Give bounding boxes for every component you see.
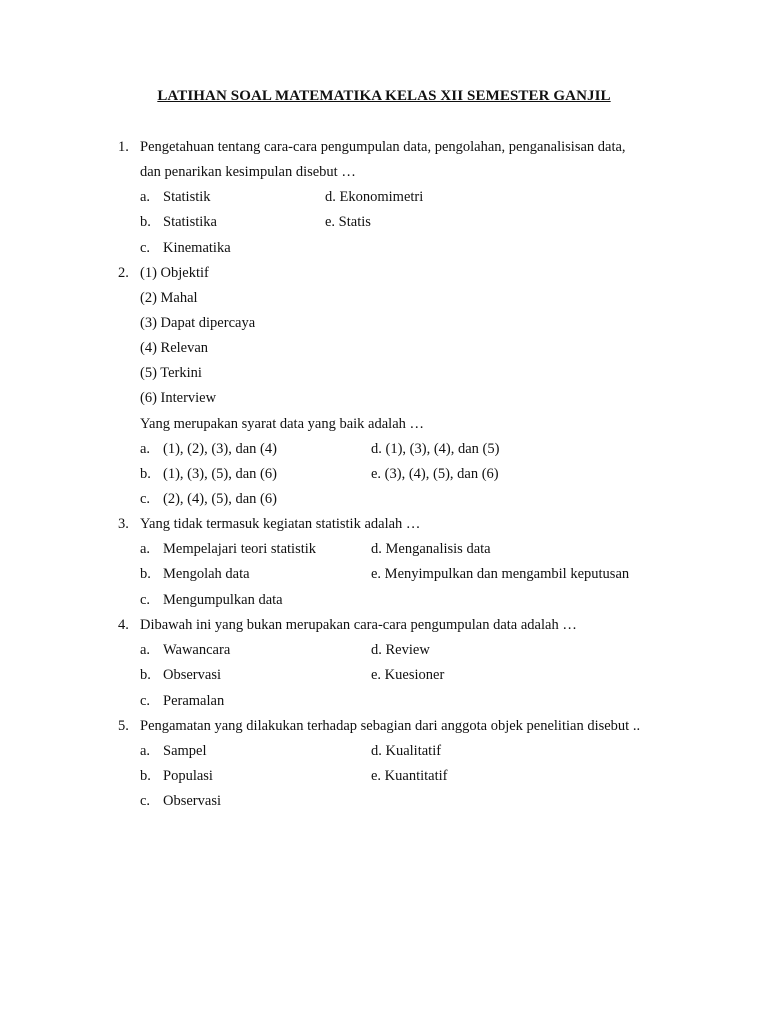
question-2-item-4: (4) Relevan xyxy=(140,340,209,356)
q3-option-b-letter: b. xyxy=(140,566,151,582)
q4-option-c-letter: c. xyxy=(140,693,151,709)
q4-option-e: e. Kuesioner xyxy=(371,667,445,683)
q3-option-a-letter: a. xyxy=(140,541,151,557)
q2-option-d: d. (1), (3), (4), dan (5) xyxy=(371,441,500,457)
q2-option-c-letter: c. xyxy=(140,491,151,507)
question-1-number: 1. xyxy=(118,139,129,155)
q5-option-a-text: Sampel xyxy=(163,743,207,759)
q2-option-b-text: (1), (3), (5), dan (6) xyxy=(163,466,277,482)
question-2-item-3: (3) Dapat dipercaya xyxy=(140,315,256,331)
q5-option-c-letter: c. xyxy=(140,793,151,809)
question-4-number: 4. xyxy=(118,617,129,633)
q3-option-c-letter: c. xyxy=(140,592,151,608)
q1-option-d: d. Ekonomimetri xyxy=(325,189,424,205)
q3-option-a-text: Mempelajari teori statistik xyxy=(163,541,317,557)
q1-option-a-text: Statistik xyxy=(163,189,211,205)
question-2-item-1: (1) Objektif xyxy=(140,265,209,281)
q1-option-c-text: Kinematika xyxy=(163,240,231,256)
q5-option-a-letter: a. xyxy=(140,743,151,759)
q3-option-b-text: Mengolah data xyxy=(163,566,250,582)
question-2-item-2: (2) Mahal xyxy=(140,290,198,306)
q4-option-b-letter: b. xyxy=(140,667,151,683)
question-2-item-5: (5) Terkini xyxy=(140,365,202,381)
q3-option-d: d. Menganalisis data xyxy=(371,541,491,557)
q5-option-c-text: Observasi xyxy=(163,793,221,809)
q2-option-a-text: (1), (2), (3), dan (4) xyxy=(163,441,277,457)
question-4-text: Dibawah ini yang bukan merupakan cara-cara pengumpulan data adalah … xyxy=(140,617,577,633)
q2-option-e: e. (3), (4), (5), dan (6) xyxy=(371,466,499,482)
q2-option-b-letter: b. xyxy=(140,466,151,482)
q5-option-e: e. Kuantitatif xyxy=(371,768,448,784)
question-1-text-line-2: dan penarikan kesimpulan disebut … xyxy=(140,164,356,180)
question-1-text-line-1: Pengetahuan tentang cara-cara pengumpulan data, pengolahan, penganalisisan data, xyxy=(140,139,626,155)
q1-option-c-letter: c. xyxy=(140,240,151,256)
question-5-number: 5. xyxy=(118,718,129,734)
q4-option-c-text: Peramalan xyxy=(163,693,225,709)
question-3-number: 3. xyxy=(118,516,129,532)
q5-option-b-letter: b. xyxy=(140,768,151,784)
question-2-item-6: (6) Interview xyxy=(140,390,217,406)
q5-option-d: d. Kualitatif xyxy=(371,743,442,759)
question-2-number: 2. xyxy=(118,265,129,281)
q1-option-b-text: Statistika xyxy=(163,214,217,230)
q3-option-e: e. Menyimpulkan dan mengambil keputusan xyxy=(371,566,630,582)
q4-option-a-letter: a. xyxy=(140,642,151,658)
q5-option-b-text: Populasi xyxy=(163,768,213,784)
q2-option-c-text: (2), (4), (5), dan (6) xyxy=(163,491,277,507)
question-2-text: Yang merupakan syarat data yang baik adalah … xyxy=(140,416,425,432)
page-title: LATIHAN SOAL MATEMATIKA KELAS XII SEMESTER GANJIL xyxy=(157,88,611,104)
q4-option-a-text: Wawancara xyxy=(163,642,231,658)
q3-option-c-text: Mengumpulkan data xyxy=(163,592,283,608)
q2-option-a-letter: a. xyxy=(140,441,151,457)
q4-option-b-text: Observasi xyxy=(163,667,221,683)
question-3-text: Yang tidak termasuk kegiatan statistik adalah … xyxy=(140,516,421,532)
q1-option-b-letter: b. xyxy=(140,214,151,230)
q1-option-e: e. Statis xyxy=(325,214,371,230)
q1-option-a-letter: a. xyxy=(140,189,151,205)
q4-option-d: d. Review xyxy=(371,642,430,658)
question-5-text: Pengamatan yang dilakukan terhadap sebagian dari anggota objek penelitian disebut .. xyxy=(140,718,641,734)
